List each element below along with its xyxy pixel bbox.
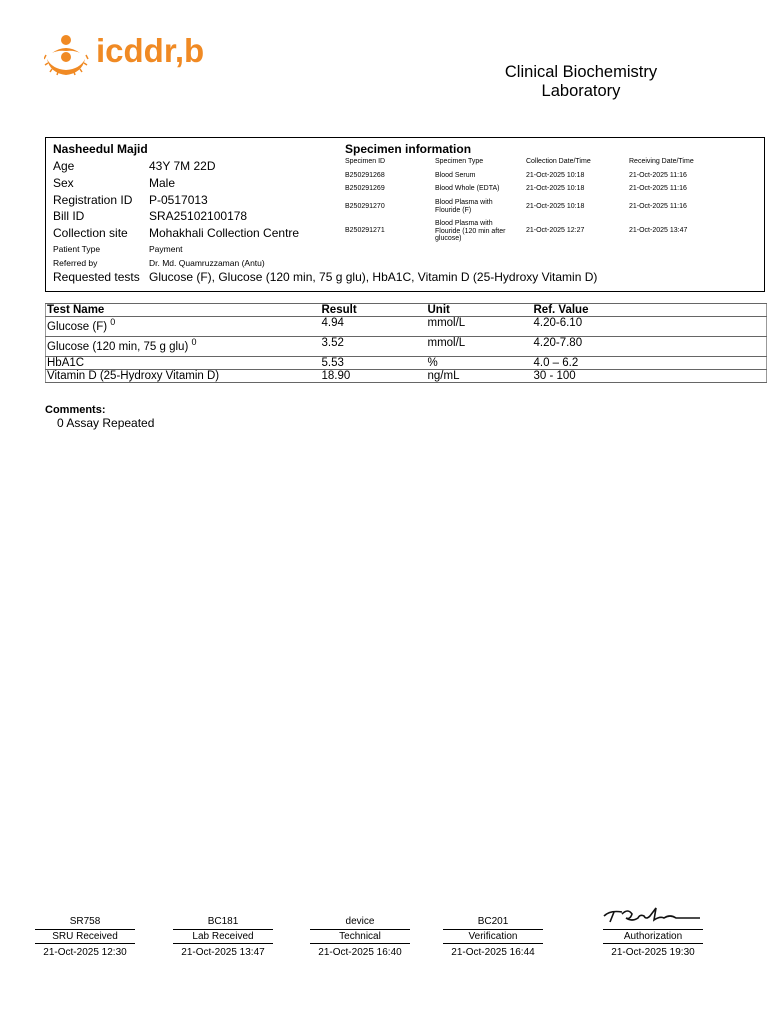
unit-value: mmol/L	[427, 337, 466, 349]
table-row	[46, 317, 767, 337]
icddrb-logo	[44, 30, 214, 80]
lab-date: 21-Oct-2025 13:47	[181, 947, 265, 958]
signature-icon	[600, 904, 705, 926]
patient-info-box	[45, 137, 765, 292]
referred-by-label: Referred by	[53, 258, 98, 268]
table-row	[46, 370, 767, 383]
age-label: Age	[53, 159, 75, 173]
verification-date: 21-Oct-2025 16:44	[451, 947, 535, 958]
specimen-id: B250291270	[345, 203, 385, 210]
specimen-receiving: 21-Oct-2025 13:47	[629, 227, 688, 234]
verification-code: BC201	[477, 916, 509, 927]
specimen-collection: 21-Oct-2025 10:18	[526, 185, 585, 192]
lab-role: Lab Received	[173, 929, 273, 944]
sex-value: Male	[149, 176, 176, 190]
lab-title	[451, 63, 711, 101]
lab-received-block	[173, 915, 273, 960]
authorization-role: Authorization	[603, 929, 703, 944]
specimen-type: Blood Serum	[435, 172, 476, 179]
specimen-type: Blood Plasma with Flouride (F)	[435, 199, 493, 214]
result-header: Result	[321, 304, 357, 316]
requested-tests-value: Glucose (F), Glucose (120 min, 75 g glu), HbA1C, Vitamin D (25-Hydroxy Vitamin D)	[149, 270, 598, 284]
ref-value: 4.0 – 6.2	[533, 357, 579, 369]
patient-name: Nasheedul Majid	[53, 142, 148, 156]
unit-value: %	[427, 357, 438, 369]
technical-code: device	[345, 916, 375, 927]
ref-value-header: Ref. Value	[533, 304, 589, 316]
test-name: Glucose (F) $^0$	[47, 317, 116, 333]
referred-by-value: Dr. Md. Quamruzzaman (Antu)	[149, 258, 265, 268]
test-superscript: 0	[191, 337, 197, 347]
test-name: Vitamin D (25-Hydroxy Vitamin D)	[47, 370, 220, 382]
specimen-id: B250291271	[345, 227, 385, 234]
technical-role: Technical	[310, 929, 410, 944]
patient-type-value: Payment	[149, 244, 183, 254]
registration-id-label: Registration ID	[53, 193, 133, 207]
technical-date: 21-Oct-2025 16:40	[318, 947, 402, 958]
lab-title-line1: Clinical Biochemistry	[504, 63, 658, 81]
sru-role: SRU Received	[35, 929, 135, 944]
result-value: 5.53	[321, 357, 344, 369]
registration-id-value: P-0517013	[149, 193, 208, 207]
specimen-type-header: Specimen Type	[435, 158, 484, 165]
specimen-id-header: Specimen ID	[345, 158, 386, 165]
specimen-id: B250291269	[345, 185, 385, 192]
specimen-type: Blood Plasma with Flouride (120 min after glucose)	[435, 220, 506, 242]
specimen-receiving: 21-Oct-2025 11:16	[629, 203, 687, 210]
specimen-type: Blood Whole (EDTA)	[435, 185, 500, 192]
authorization-date: 21-Oct-2025 19:30	[611, 947, 695, 958]
technical-block	[310, 915, 410, 960]
ref-value: 4.20-6.10	[533, 317, 583, 329]
specimen-receiving: 21-Oct-2025 11:16	[629, 185, 687, 192]
verification-block	[443, 915, 543, 960]
verification-role: Verification	[443, 929, 543, 944]
collection-site-label: Collection site	[53, 226, 128, 240]
specimen-id: B250291268	[345, 172, 385, 179]
table-row	[46, 357, 767, 370]
sru-date: 21-Oct-2025 12:30	[43, 947, 127, 958]
unit-value: ng/mL	[427, 370, 460, 382]
specimen-collection: 21-Oct-2025 10:18	[526, 172, 585, 179]
results-table	[45, 303, 767, 383]
patient-type-label: Patient Type	[53, 244, 101, 254]
sru-received-block	[35, 915, 135, 960]
comments-text: 0 Assay Repeated	[57, 416, 155, 430]
icddrb-logo-icon	[44, 33, 94, 77]
table-header-row	[46, 304, 767, 317]
ref-value: 30 - 100	[533, 370, 576, 382]
receiving-datetime-header: Receiving Date/Time	[629, 158, 694, 165]
unit-header: Unit	[427, 304, 450, 316]
specimen-heading: Specimen information	[345, 142, 472, 156]
test-name: HbA1C	[47, 357, 85, 369]
test-name-header: Test Name	[47, 304, 105, 316]
lab-title-line2: Laboratory	[541, 82, 621, 100]
specimen-collection: 21-Oct-2025 12:27	[526, 227, 585, 234]
table-row	[46, 337, 767, 357]
collection-site-value: Mohakhali Collection Centre	[149, 226, 300, 240]
collection-datetime-header: Collection Date/Time	[526, 158, 591, 165]
result-value: 18.90	[321, 370, 351, 382]
bill-id-value: SRA25102100178	[149, 209, 248, 223]
unit-value: mmol/L	[427, 317, 466, 329]
specimen-receiving: 21-Oct-2025 11:16	[629, 172, 687, 179]
test-name: Glucose (120 min, 75 g glu) $^0$	[47, 337, 197, 353]
logo-text: icddr,b	[96, 32, 205, 69]
result-value: 3.52	[321, 337, 344, 349]
specimen-collection: 21-Oct-2025 10:18	[526, 203, 585, 210]
test-superscript: 0	[110, 317, 116, 327]
lab-code: BC181	[207, 916, 239, 927]
result-value: 4.94	[321, 317, 344, 329]
comments-heading: Comments:	[45, 404, 106, 416]
sex-label: Sex	[53, 176, 74, 190]
requested-tests-label: Requested tests	[53, 270, 140, 284]
sru-code: SR758	[69, 916, 101, 927]
bill-id-label: Bill ID	[53, 209, 85, 223]
age-value: 43Y 7M 22D	[149, 159, 216, 173]
ref-value: 4.20-7.80	[533, 337, 583, 349]
